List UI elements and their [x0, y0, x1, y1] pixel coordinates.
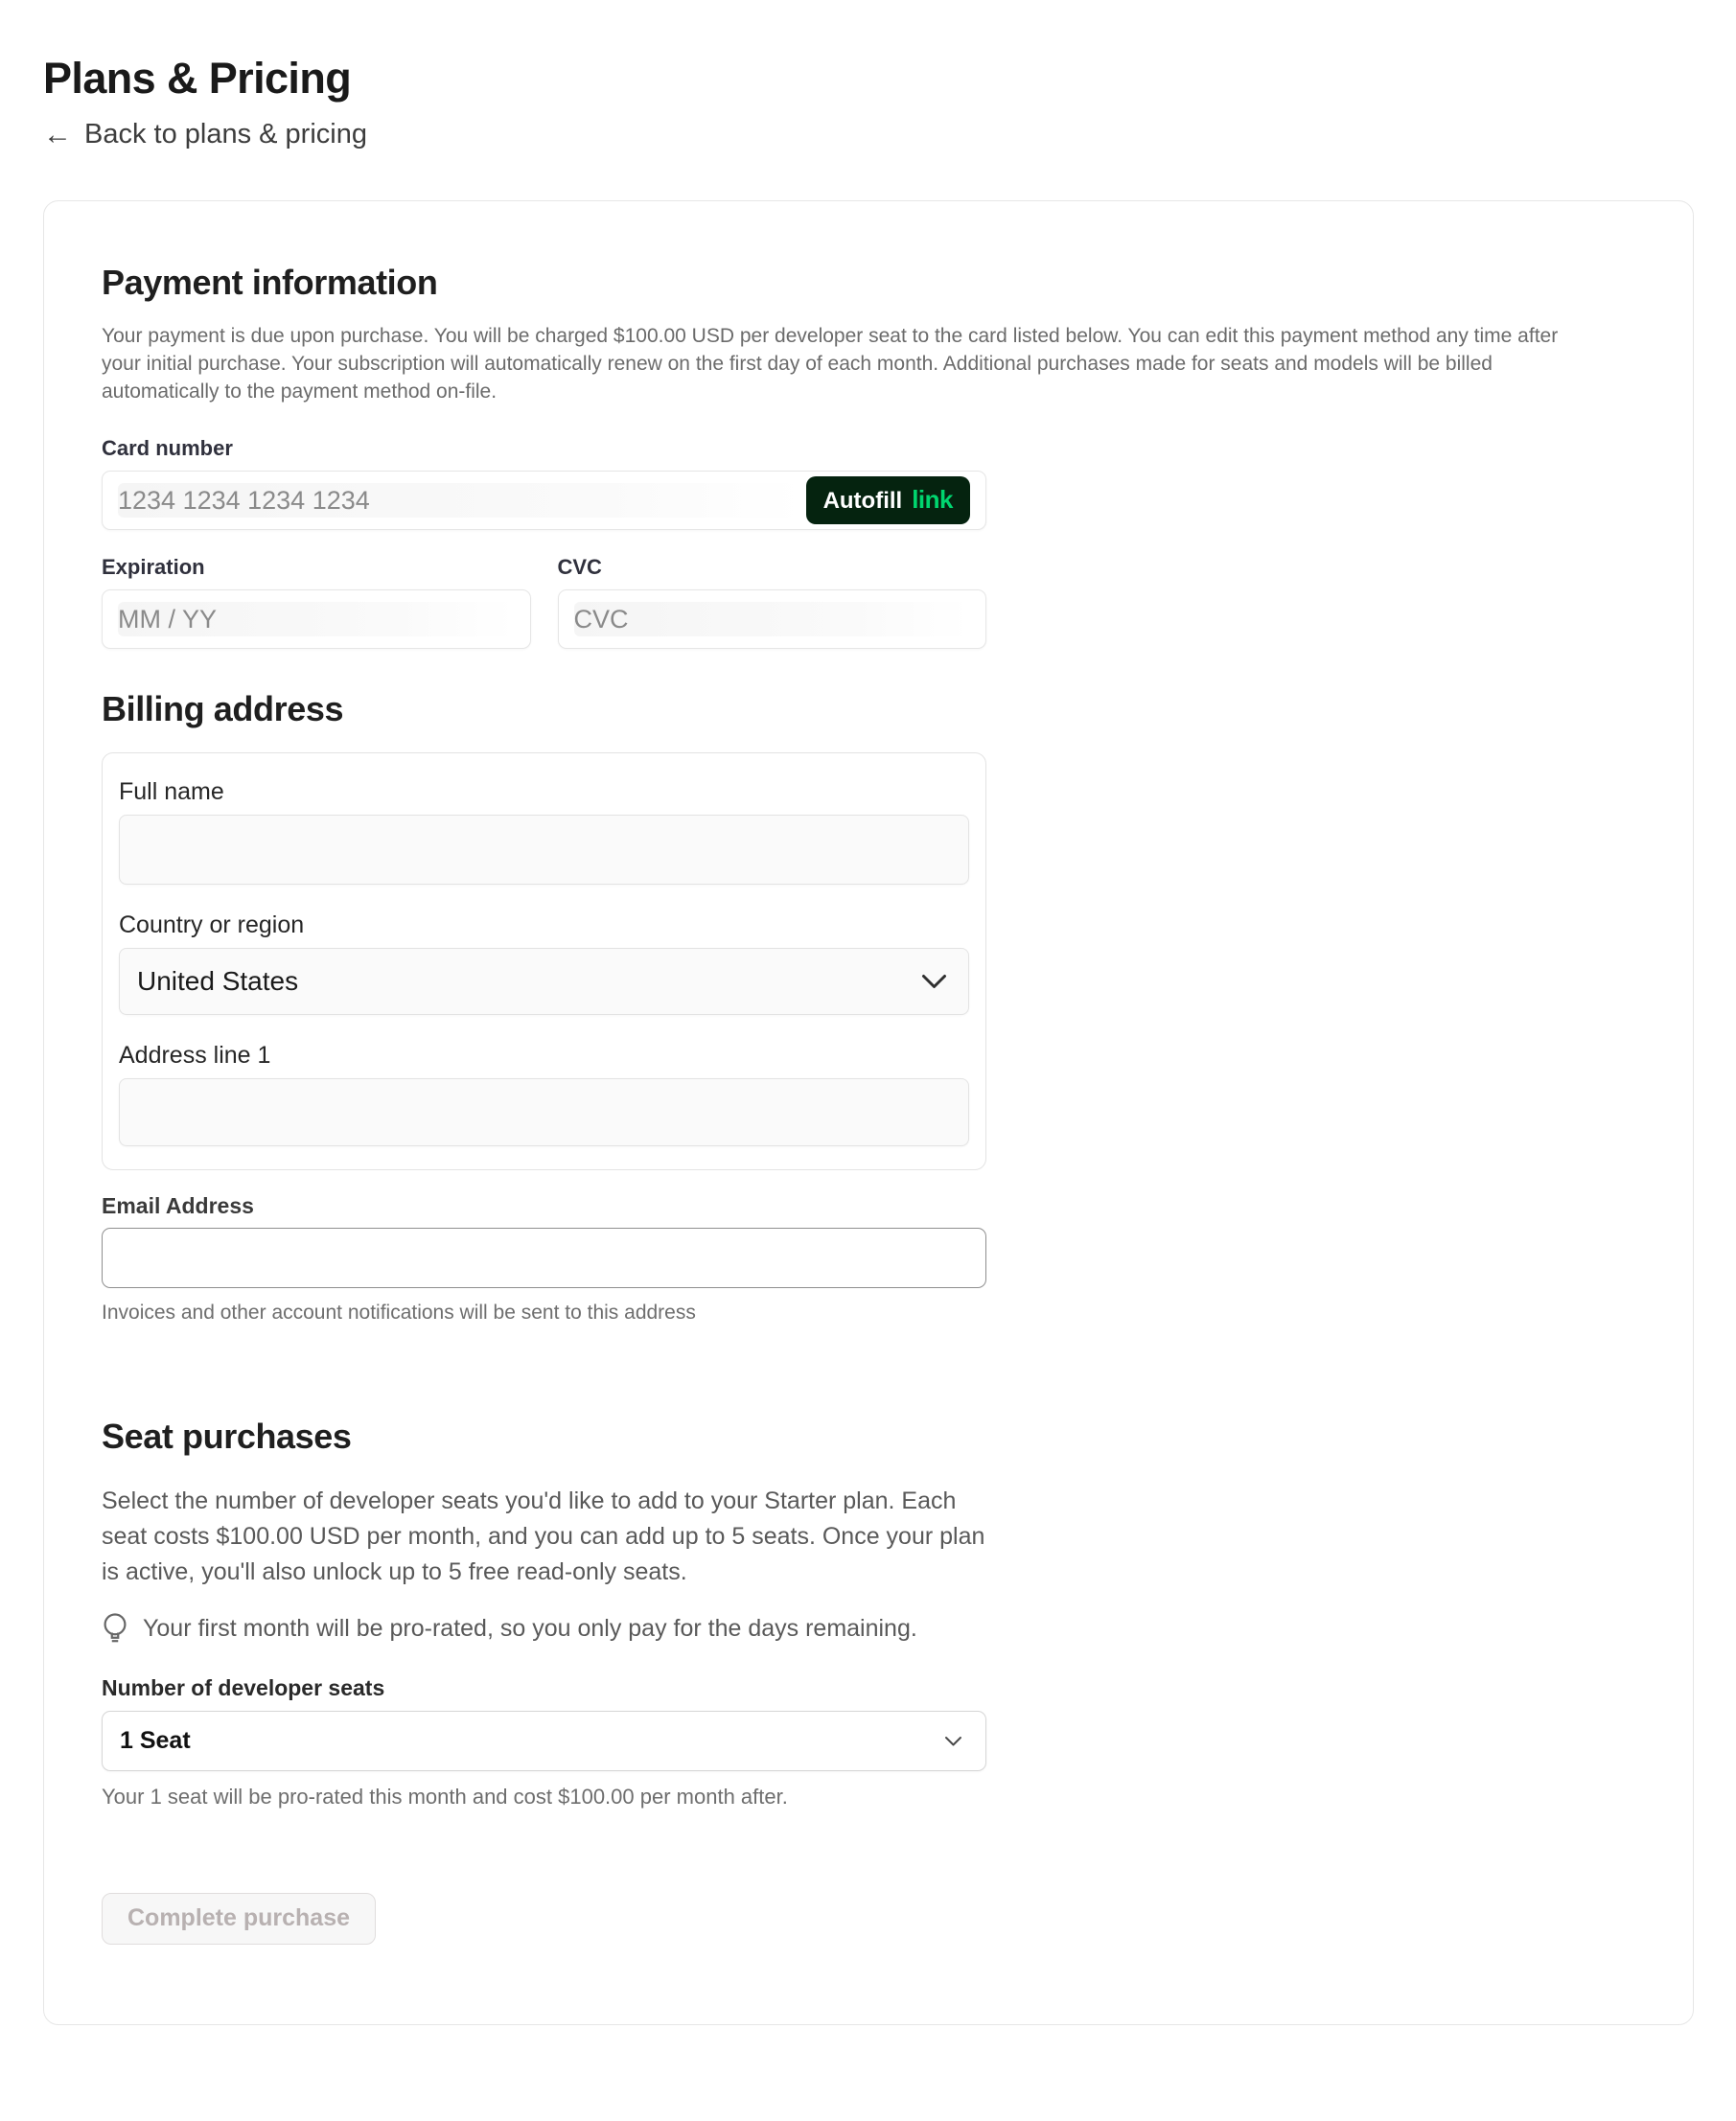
complete-purchase-button[interactable]: Complete purchase — [102, 1893, 376, 1945]
payment-information-heading: Payment information — [102, 263, 438, 302]
back-arrow-icon: ← — [43, 118, 72, 150]
link-brand-logo: link — [912, 485, 953, 514]
expiration-label: Expiration — [102, 555, 205, 579]
developer-seats-select[interactable] — [102, 1711, 986, 1771]
lightbulb-icon — [102, 1611, 128, 1647]
billing-address-heading: Billing address — [102, 689, 344, 728]
developer-seats-label: Number of developer seats — [102, 1675, 385, 1700]
card-number-input[interactable] — [118, 486, 806, 516]
expiration-field[interactable] — [102, 589, 531, 649]
prorate-tip-text: Your first month will be pro-rated, so you only pay for the days remaining. — [143, 1615, 917, 1642]
autofill-label: Autofill — [822, 488, 903, 514]
cvc-input[interactable] — [574, 605, 971, 634]
payment-description: Your payment is due upon purchase. You will be charged $100.00 USD per developer seat to the card listed below. You can edit this payment method any time after your initial purchase. Your subscription will automatically renew on the first day of each month. Additional purchases made for seats and models will be billed automatically to the payment method on-file. — [102, 325, 1559, 403]
back-link-label: Back to plans & pricing — [84, 119, 367, 150]
back-link[interactable] — [43, 119, 367, 150]
address-line-1-label: Address line 1 — [119, 1042, 271, 1069]
chevron-down-icon — [944, 1736, 962, 1747]
email-helper-text: Invoices and other account notifications will be sent to this address — [102, 1302, 696, 1324]
country-select[interactable] — [119, 948, 969, 1015]
expiration-input[interactable] — [118, 605, 515, 634]
email-address-label: Email Address — [102, 1193, 254, 1218]
chevron-down-icon — [921, 974, 947, 990]
seats-helper-text: Your 1 seat will be pro-rated this month and cost $100.00 per month after. — [102, 1785, 788, 1809]
developer-seats-value: 1 Seat — [120, 1727, 191, 1754]
country-select-value: United States — [137, 966, 299, 996]
cvc-field[interactable] — [558, 589, 987, 649]
cvc-label: CVC — [557, 555, 602, 579]
prorate-tip — [102, 1611, 988, 1647]
country-label: Country or region — [119, 911, 305, 938]
card-number-label: Card number — [102, 436, 233, 460]
address-line-1-input[interactable] — [119, 1078, 969, 1146]
seat-purchases-description: Select the number of developer seats you'd like to add to your Starter plan. Each seat costs $100.00 USD per month, and you can add up to 5 seats. Once your plan is active, you'll also unlock up to 5 free read-only seats. — [102, 1487, 985, 1585]
full-name-label: Full name — [119, 778, 224, 805]
card-number-field[interactable] — [102, 471, 986, 530]
email-address-input[interactable] — [102, 1228, 986, 1288]
autofill-link-button[interactable] — [806, 476, 970, 524]
page-title: Plans & Pricing — [43, 54, 352, 103]
seat-purchases-heading: Seat purchases — [102, 1417, 352, 1456]
full-name-input[interactable] — [119, 815, 969, 885]
checkout-card — [43, 200, 1694, 2025]
billing-address-group — [102, 752, 986, 1170]
